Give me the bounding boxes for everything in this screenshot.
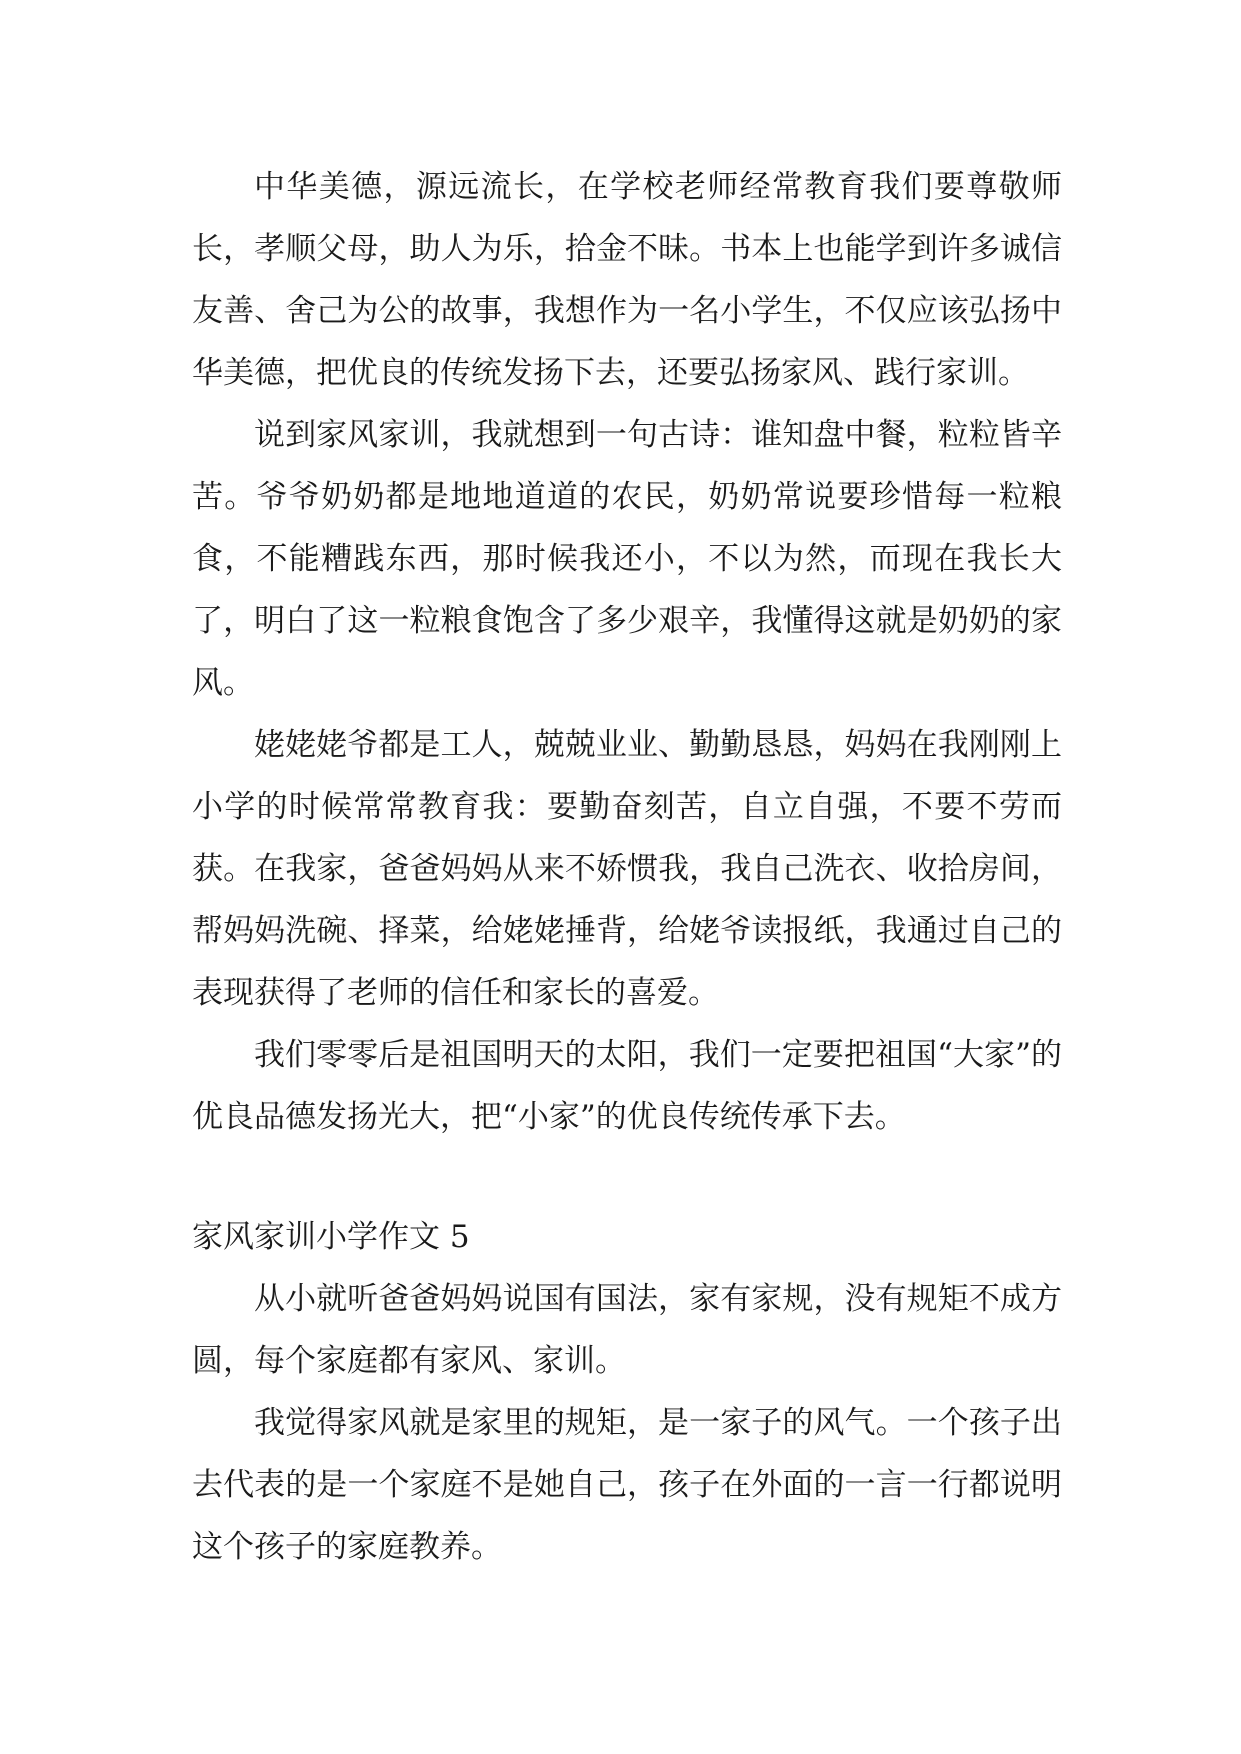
- paragraph: 我们零零后是祖国明天的太阳，我们一定要把祖国“大家”的优良品德发扬光大，把“小家”的优良传统传承下去。: [192, 1037, 1062, 1135]
- section-heading: 家风家训小学作文 5: [192, 1219, 470, 1255]
- paragraph: 说到家风家训，我就想到一句古诗：谁知盘中餐，粒粒皆辛苦。爷爷奶奶都是地地道道的农民，奶奶常说要珍惜每一粒粮食，不能糟践东西，那时候我还小，不以为然，而现在我长大了，明白了这一粒粮食饱含了多少艰辛，我懂得这就是奶奶的家风。: [192, 417, 1062, 701]
- paragraph: 从小就听爸爸妈妈说国有国法，家有家规，没有规矩不成方圆，每个家庭都有家风、家训。: [192, 1281, 1062, 1379]
- essay-body-part1: [192, 156, 1062, 1148]
- paragraph: 姥姥姥爷都是工人，兢兢业业、勤勤恳恳，妈妈在我刚刚上小学的时候常常教育我：要勤奋刻苦，自立自强，不要不劳而获。在我家，爸爸妈妈从来不娇惯我，我自己洗衣、收拾房间，帮妈妈洗碗、择菜，给姥姥捶背，给姥爷读报纸，我通过自己的表现获得了老师的信任和家长的喜爱。: [192, 727, 1062, 1011]
- paragraph: 我觉得家风就是家里的规矩，是一家子的风气。一个孩子出去代表的是一个家庭不是她自己，孩子在外面的一言一行都说明这个孩子的家庭教养。: [192, 1405, 1062, 1565]
- essay-body-part2: [192, 1268, 1062, 1578]
- paragraph: 中华美德，源远流长，在学校老师经常教育我们要尊敬师长，孝顺父母，助人为乐，拾金不昧。书本上也能学到许多诚信友善、舍己为公的故事，我想作为一名小学生，不仅应该弘扬中华美德，把优良的传统发扬下去，还要弘扬家风、践行家训。: [192, 169, 1062, 391]
